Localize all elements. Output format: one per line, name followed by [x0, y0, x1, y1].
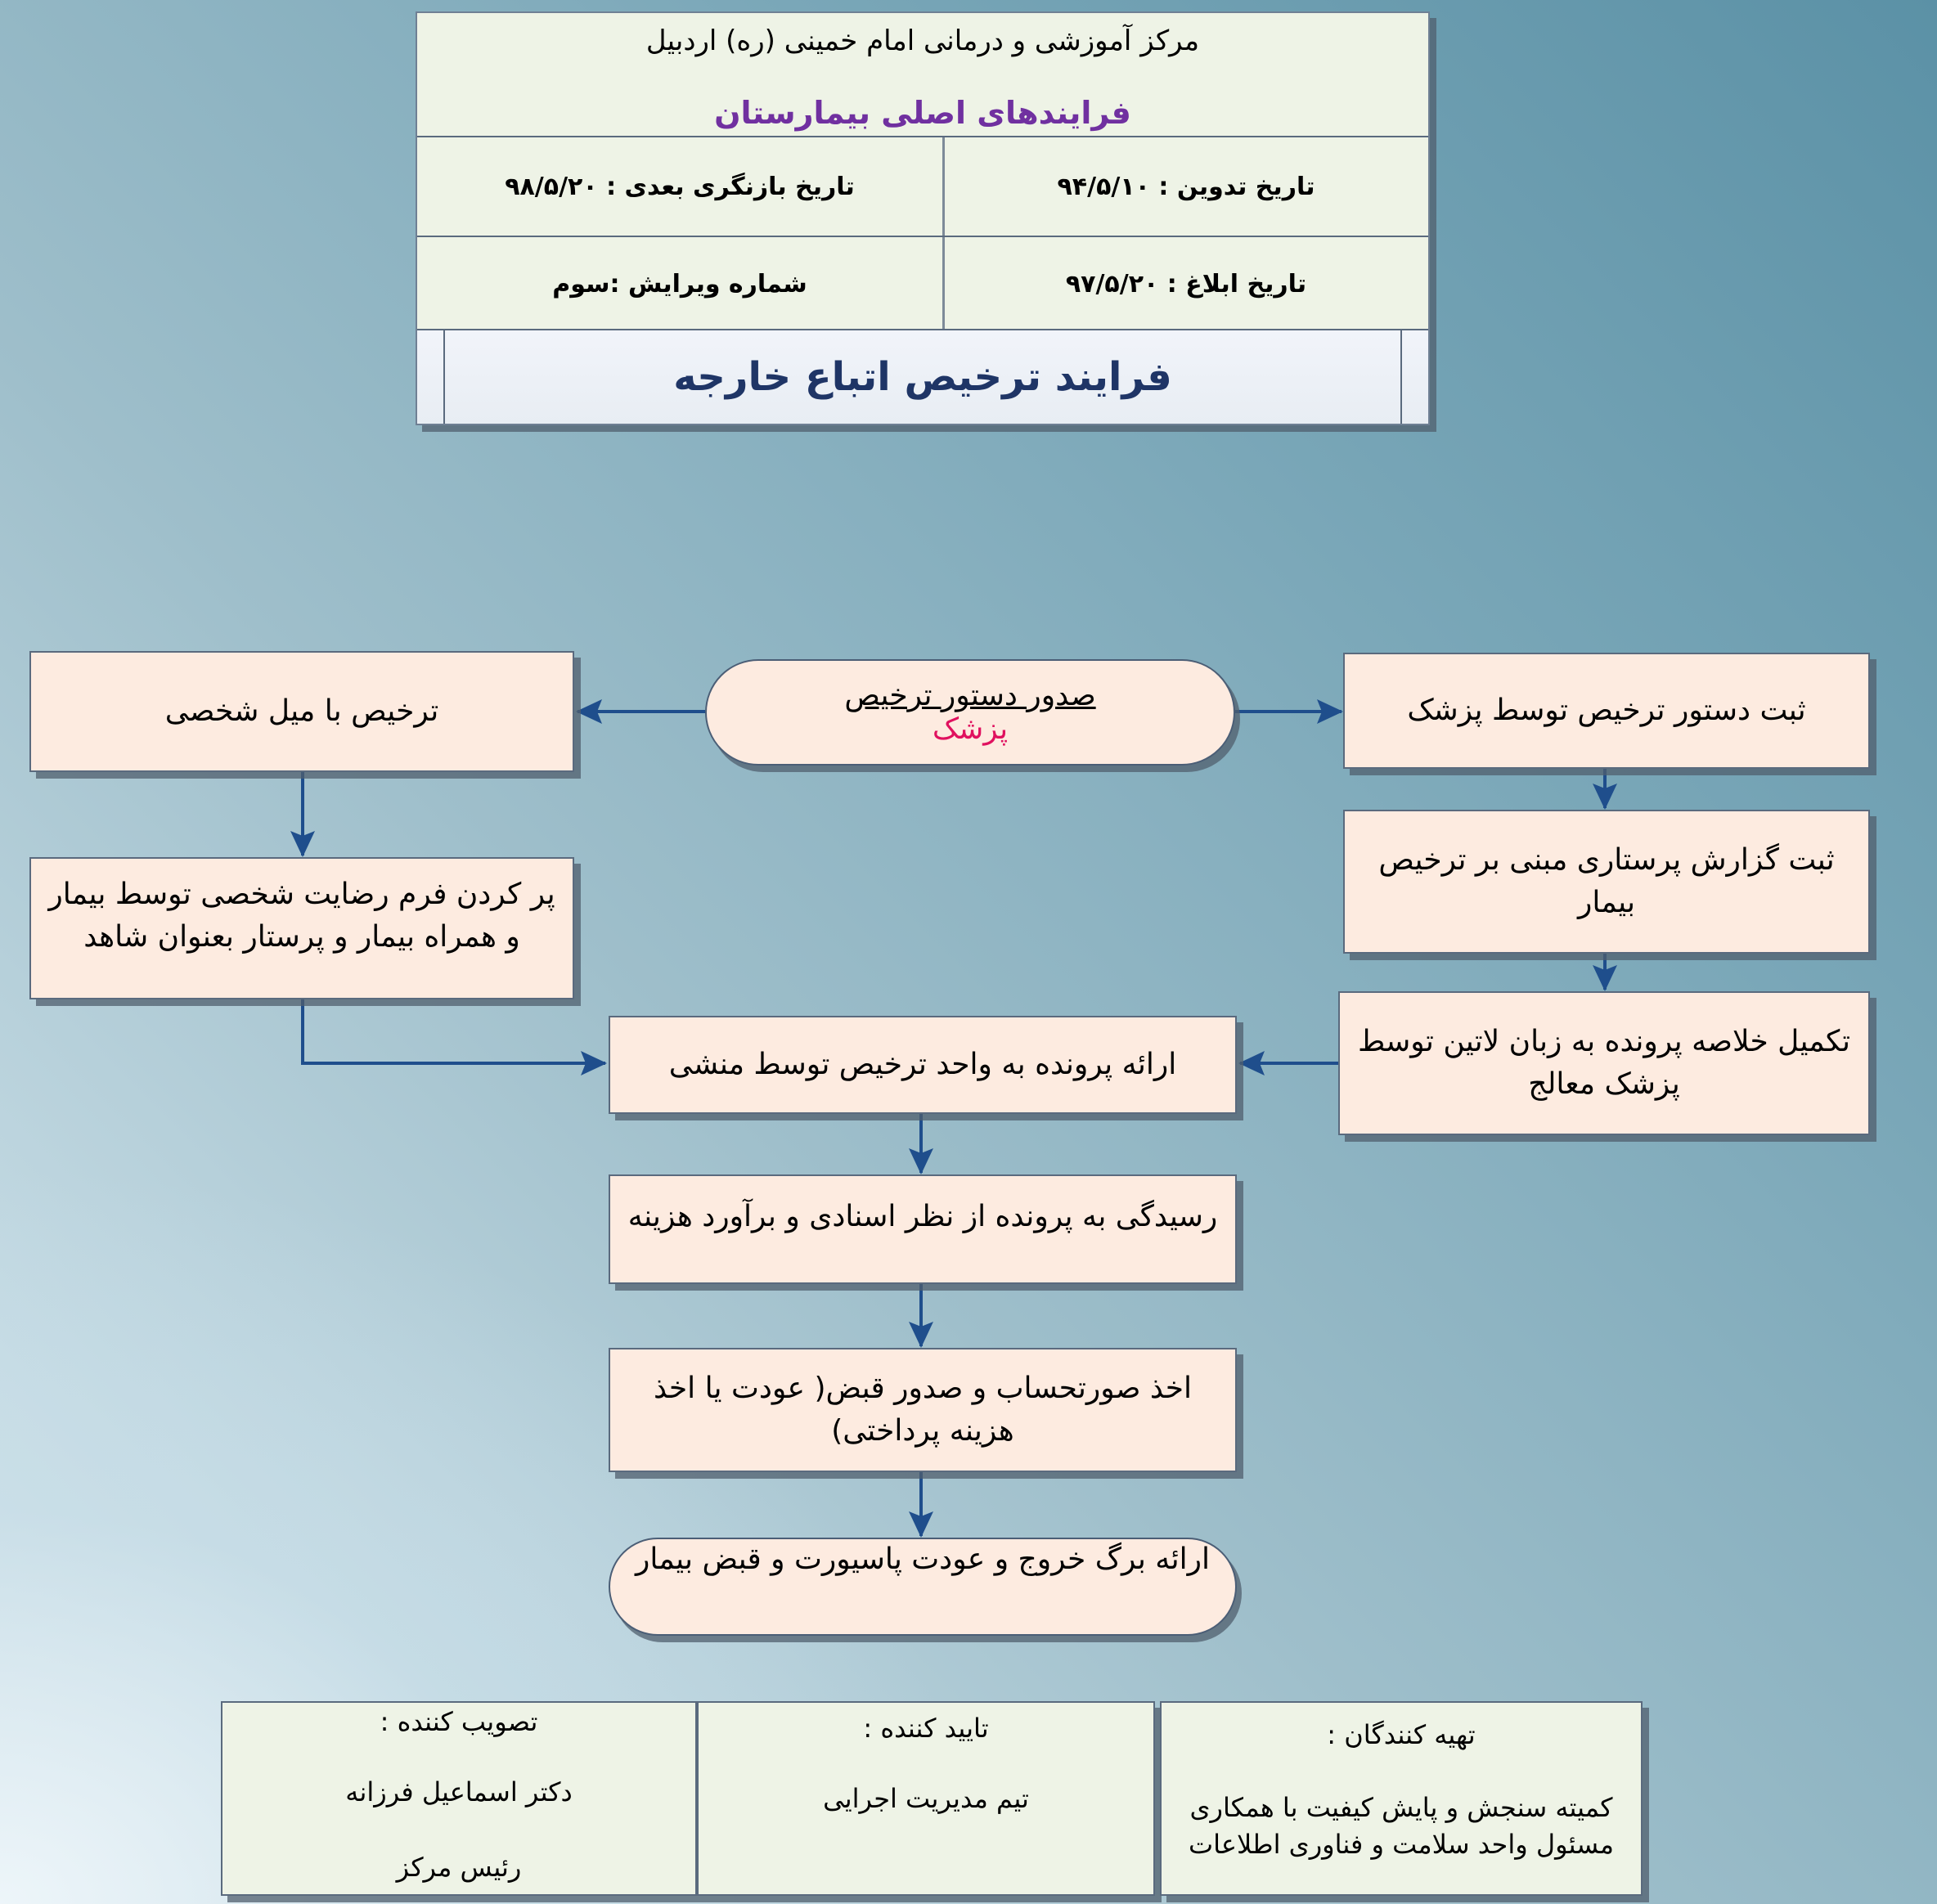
compiled-date: تاریخ تدوین : ۹۴/۵/۱۰ [1057, 172, 1315, 201]
step-personal-discharge: ترخیص با میل شخصی [29, 651, 574, 772]
confirmer-name: تیم مدیریت اجرایی [823, 1783, 1029, 1814]
institution-name: مرکز آموزشی و درمانی امام خمینی (ره) اردبیل [645, 25, 1200, 57]
start-actor: پزشک [932, 712, 1009, 746]
end-terminal [609, 1538, 1237, 1636]
step-invoice-receipt: اخذ صورتحساب و صدور قبض( عودت یا اخذ هزینه پرداختی) [609, 1348, 1237, 1472]
approver-role: رئیس مرکز [396, 1852, 522, 1883]
confirmer-label: تایید کننده : [863, 1713, 989, 1744]
approver-box [221, 1701, 697, 1896]
notification-date: تاریخ ابلاغ : ۹۷/۵/۲۰ [1065, 269, 1307, 299]
step-record-discharge-order: ثبت دستور ترخیص توسط پزشک [1343, 653, 1870, 769]
start-title: صدور دستور ترخیص [844, 679, 1096, 712]
step-submit-file: ارائه پرونده به واحد ترخیص توسط منشی [609, 1016, 1237, 1114]
step-consent-form: پر کردن فرم رضایت شخصی توسط بیمار و همراه بیمار و پرستار بعنوان شاهد [29, 857, 574, 999]
preparers-box [1160, 1701, 1643, 1896]
start-terminal [705, 659, 1235, 766]
edition-number: شماره ویرایش :سوم [552, 269, 807, 299]
process-title: فرایند ترخیص اتباع خارجه [673, 354, 1172, 400]
arrow-consent-to-submit-file [303, 999, 605, 1063]
preparers-label: تهیه کنندگان : [1327, 1719, 1476, 1750]
approver-label: تصویب کننده : [380, 1706, 538, 1737]
next-review-date: تاریخ بازنگری بعدی : ۹۸/۵/۲۰ [505, 172, 855, 201]
document-subtitle: فرایندهای اصلی بیمارستان [714, 95, 1131, 131]
preparers-name: کمیته سنجش و پایش کیفیت با همکاری مسئول واحد سلامت و فناوری اطلاعات [1189, 1792, 1614, 1860]
confirmer-box [697, 1701, 1155, 1896]
step-latin-summary: تکمیل خلاصه پرونده به زبان لاتین توسط پزشک معالج [1338, 991, 1870, 1135]
step-nursing-report: ثبت گزارش پرستاری مبنی بر ترخیص بیمار [1343, 810, 1870, 954]
step-document-review: رسیدگی به پرونده از نظر اسنادی و برآورد هزینه [609, 1174, 1237, 1284]
end-title: ارائه برگ خروج و عودت پاسیورت و قبض بیمار [636, 1543, 1210, 1576]
approver-name: دکتر اسماعیل فرزانه [345, 1776, 573, 1807]
